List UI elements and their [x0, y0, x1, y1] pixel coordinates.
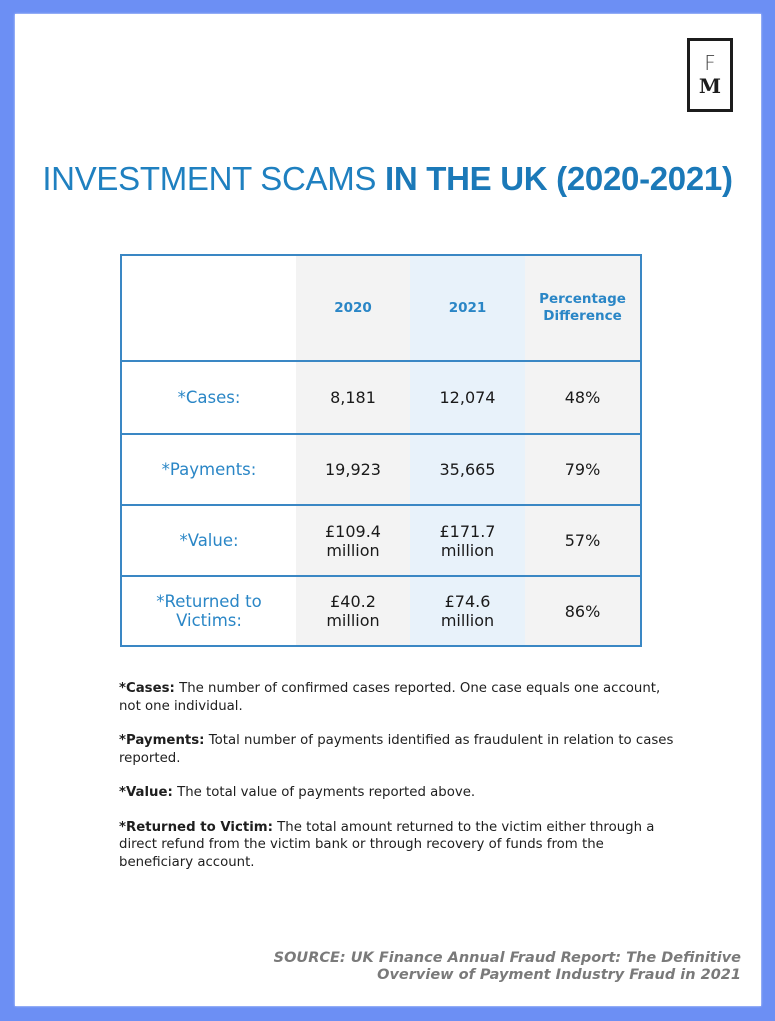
returned-2020-unit: million [326, 611, 380, 630]
returned-label-line2: Victims: [176, 611, 242, 630]
note-payments [119, 732, 679, 767]
returned-2021-amount: £74.6 [444, 592, 491, 611]
returned-2021-unit: million [440, 611, 495, 630]
table-row-cases [122, 362, 640, 433]
scam-stats-table [120, 254, 642, 647]
note-payments-term: *Payments: [119, 733, 205, 748]
row-label-returned [122, 592, 296, 630]
page-title [0, 160, 775, 198]
value-pct: 57% [564, 531, 601, 550]
note-cases [119, 680, 679, 715]
table-row-returned [122, 577, 640, 645]
returned-pct: 86% [564, 601, 601, 621]
definitions-notes [119, 680, 679, 888]
header-2021: 2021 [448, 299, 487, 316]
logo-letter-m: M [698, 74, 722, 98]
source-citation [274, 950, 741, 984]
returned-label-line1: *Returned to [156, 592, 262, 611]
table-header-row [122, 256, 640, 360]
source-line2: Overview of Payment Industry Fraud in 2021 [377, 967, 741, 983]
payments-pct: 79% [564, 460, 601, 479]
fm-logo [687, 38, 733, 112]
header-percentage-difference [525, 291, 640, 325]
row-label-value: *Value: [179, 531, 239, 550]
header-2020: 2020 [334, 299, 372, 316]
header-pct-line2: Difference [543, 308, 622, 324]
source-line1: SOURCE: UK Finance Annual Fraud Report: The Definitive [273, 950, 741, 966]
logo-letter-f: F [704, 51, 716, 75]
note-value-text: The total value of payments reported above. [172, 785, 476, 800]
row-label-payments: *Payments: [161, 460, 257, 479]
note-returned [119, 819, 679, 872]
title-bold-part: IN THE UK (2020-2021) [385, 160, 733, 197]
note-value [119, 784, 679, 802]
row-label-cases: *Cases: [177, 388, 241, 407]
note-returned-term: *Returned to Victim: [119, 819, 273, 835]
title-light-part: INVESTMENT SCAMS [42, 160, 385, 197]
payments-2021: 35,665 [439, 460, 496, 479]
value-2021-amount: £171.7 [439, 521, 496, 541]
table-row-value [122, 506, 640, 575]
note-value-term: *Value: [119, 785, 173, 800]
value-2020-unit: million [326, 540, 380, 560]
returned-2021 [410, 592, 525, 630]
payments-2020: 19,923 [325, 460, 381, 479]
cases-pct: 48% [564, 388, 601, 407]
returned-2020-amount: £40.2 [330, 592, 376, 611]
cases-2020: 8,181 [330, 388, 376, 407]
value-2021-unit: million [440, 540, 495, 560]
value-2020-amount: £109.4 [325, 521, 381, 541]
note-cases-term: *Cases: [119, 681, 175, 696]
value-2020 [296, 522, 410, 560]
header-pct-line1: Percentage [539, 291, 626, 307]
returned-2020 [296, 592, 410, 630]
note-returned-text: The total amount returned to the victim either through a direct refund from the victim bank or through recovery of funds from the beneficiary account. [119, 819, 655, 870]
table-row-payments [122, 435, 640, 504]
cases-2021: 12,074 [439, 388, 496, 407]
note-cases-text: The number of confirmed cases reported. One case equals one account, not one individual. [119, 681, 661, 714]
note-payments-text: Total number of payments identified as fraudulent in relation to cases reported. [119, 733, 674, 766]
value-2021 [410, 522, 525, 560]
